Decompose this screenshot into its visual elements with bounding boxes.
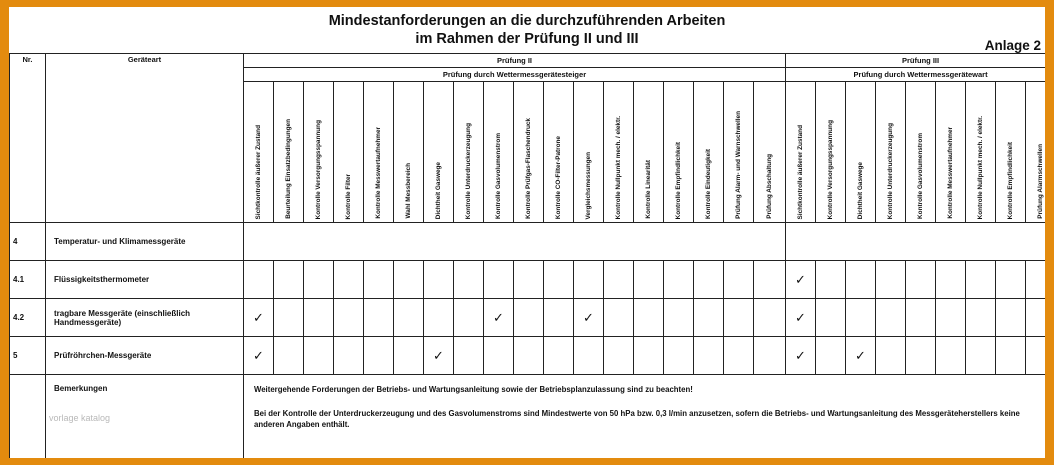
column-header-p2 <box>304 82 334 223</box>
check-cell <box>906 261 936 299</box>
check-cell <box>906 299 936 337</box>
check-cell <box>574 261 604 299</box>
check-cell <box>936 337 966 375</box>
check-cell <box>936 299 966 337</box>
column-header-p3 <box>966 82 996 223</box>
check-cell <box>364 299 394 337</box>
check-cell <box>694 261 724 299</box>
check-cell <box>484 299 514 337</box>
column-header-p2 <box>694 82 724 223</box>
column-header-label: Sichtkontrolle äußerer Zustand <box>797 124 804 219</box>
row-number: 4.2 <box>10 299 46 337</box>
check-cell <box>634 337 664 375</box>
column-header-p3 <box>996 82 1026 223</box>
check-cell <box>574 299 604 337</box>
check-cell <box>694 299 724 337</box>
requirements-table <box>9 53 1045 458</box>
column-header-label: Dichtheit Gaswege <box>857 161 864 219</box>
check-cell <box>334 337 364 375</box>
check-cell <box>786 337 816 375</box>
check-cell <box>694 337 724 375</box>
column-header-label: Prüfung Alarm- und Warnschwellen <box>735 111 742 219</box>
check-cell <box>544 261 574 299</box>
check-cell <box>514 299 544 337</box>
check-cell <box>604 261 634 299</box>
check-mark-icon: ✓ <box>433 347 444 363</box>
column-header-p3 <box>876 82 906 223</box>
check-cell <box>424 337 454 375</box>
table-row <box>10 337 1046 375</box>
check-cell <box>846 337 876 375</box>
check-cell <box>816 299 846 337</box>
check-cell <box>846 299 876 337</box>
check-cell <box>454 261 484 299</box>
column-header-label: Kontrolle Messwertaufnehmer <box>375 127 382 219</box>
row-number: 4.1 <box>10 261 46 299</box>
check-cell <box>304 299 334 337</box>
remark-2: Bei der Kontrolle der Unterdruckerzeugung und des Gasvolumenstroms sind Mindestwerte von 50 hPa bzw. 0,3 l/min anzusetzen, sofern die Betriebs- und Wartungsanleitung des Messgeräteherstellers keine anderen Angaben enthält. <box>254 409 1020 429</box>
header-pruefung-2-sub: Prüfung durch Wettermessgerätesteiger <box>244 68 786 82</box>
check-cell <box>996 337 1026 375</box>
check-mark-icon: ✓ <box>253 347 264 363</box>
column-header-p2 <box>604 82 634 223</box>
merged-cell-p3 <box>786 223 1046 261</box>
check-cell <box>454 337 484 375</box>
column-header-p2 <box>634 82 664 223</box>
check-cell <box>664 299 694 337</box>
check-cell <box>454 299 484 337</box>
check-mark-icon: ✓ <box>253 309 264 325</box>
row-label: tragbare Messgeräte (einschließlich Handmessgeräte) <box>46 299 244 337</box>
column-header-label: Dichtheit Gaswege <box>435 161 442 219</box>
check-mark-icon: ✓ <box>795 347 806 363</box>
column-header-p3 <box>906 82 936 223</box>
column-header-label: Kontrolle Empfindlichkeit <box>675 141 682 219</box>
check-cell <box>876 261 906 299</box>
column-header-label: Beurteilung Einsatzbedingungen <box>285 119 292 219</box>
check-cell <box>724 261 754 299</box>
anlage-label: Anlage 2 <box>984 38 1041 53</box>
check-cell <box>816 261 846 299</box>
check-cell <box>966 261 996 299</box>
row-label: Prüfröhrchen-Messgeräte <box>46 337 244 375</box>
watermark: vorlage katalog <box>49 413 111 423</box>
column-header-label: Kontrolle Unterdruckerzeugung <box>887 122 894 219</box>
column-header-p3 <box>816 82 846 223</box>
column-header-p2 <box>574 82 604 223</box>
remarks-text <box>244 375 1045 430</box>
check-cell <box>334 299 364 337</box>
check-cell <box>364 337 394 375</box>
column-header-label: Prüfung Abschaltung <box>766 154 773 219</box>
check-cell <box>754 337 786 375</box>
column-header-label: Kontrolle Messwertaufnehmer <box>947 127 954 219</box>
column-header-label: Kontrolle Gasvolumenstrom <box>917 133 924 219</box>
check-cell <box>544 299 574 337</box>
header-pruefung-3: Prüfung III <box>786 54 1046 68</box>
remarks-cell <box>244 375 1046 459</box>
row-label: Flüssigkeitsthermometer <box>46 261 244 299</box>
column-header-label: Kontrolle Eindeutigkeit <box>705 149 712 219</box>
check-cell <box>724 337 754 375</box>
check-cell <box>664 261 694 299</box>
check-cell <box>966 337 996 375</box>
check-cell <box>394 337 424 375</box>
check-cell <box>304 337 334 375</box>
column-header-label: Kontrolle Prüfgas-Flaschendruck <box>525 118 532 219</box>
check-cell <box>754 299 786 337</box>
check-cell <box>754 261 786 299</box>
check-cell <box>936 261 966 299</box>
check-mark-icon: ✓ <box>493 309 504 325</box>
column-header-p2 <box>544 82 574 223</box>
check-cell <box>664 337 694 375</box>
column-header-p2 <box>664 82 694 223</box>
remarks-label: Bemerkungen <box>46 375 244 459</box>
check-cell <box>876 299 906 337</box>
check-cell <box>786 261 816 299</box>
row-number: 4 <box>10 223 46 261</box>
check-cell <box>424 299 454 337</box>
check-cell <box>514 261 544 299</box>
check-cell <box>544 337 574 375</box>
check-cell <box>604 337 634 375</box>
check-cell <box>304 261 334 299</box>
check-mark-icon: ✓ <box>855 347 866 363</box>
check-cell <box>634 299 664 337</box>
check-cell <box>574 337 604 375</box>
column-header-label: Kontrolle Filter <box>345 173 352 219</box>
column-header-p2 <box>754 82 786 223</box>
document-subtitle: im Rahmen der Prüfung II und III <box>415 31 639 47</box>
check-cell <box>1026 337 1046 375</box>
table-row <box>10 299 1046 337</box>
check-cell <box>514 337 544 375</box>
check-cell <box>334 261 364 299</box>
column-header-p2 <box>334 82 364 223</box>
check-cell <box>604 299 634 337</box>
column-header-p2 <box>424 82 454 223</box>
check-cell <box>244 299 274 337</box>
check-cell <box>816 337 846 375</box>
header-geraeteart: Geräteart <box>46 54 244 223</box>
column-header-p2 <box>394 82 424 223</box>
remarks-number-cell <box>10 375 46 459</box>
check-cell <box>484 261 514 299</box>
column-header-p2 <box>724 82 754 223</box>
check-cell <box>274 261 304 299</box>
column-header-label: Wahl Messbereich <box>405 163 412 219</box>
column-header-label: Kontrolle Empfindlichkeit <box>1007 141 1014 219</box>
header-pruefung-3-sub: Prüfung durch Wettermessgerätewart <box>786 68 1046 82</box>
check-mark-icon: ✓ <box>583 309 594 325</box>
check-cell <box>1026 299 1046 337</box>
check-cell <box>996 261 1026 299</box>
column-header-label: Kontrolle Nullpunkt mech. / elektr. <box>615 115 622 219</box>
header-nr: Nr. <box>10 54 46 223</box>
check-cell <box>274 337 304 375</box>
check-cell <box>786 299 816 337</box>
check-cell <box>394 261 424 299</box>
check-cell <box>484 337 514 375</box>
column-header-p2 <box>514 82 544 223</box>
check-mark-icon: ✓ <box>795 309 806 325</box>
column-header-p3 <box>786 82 816 223</box>
check-cell <box>244 261 274 299</box>
column-header-p3 <box>846 82 876 223</box>
check-cell <box>634 261 664 299</box>
column-header-label: Kontrolle Gasvolumenstrom <box>495 133 502 219</box>
column-header-label: Kontrolle Versorgungsspannung <box>827 119 834 219</box>
column-header-p2 <box>244 82 274 223</box>
column-header-label: Vergleichsmessungen <box>585 151 592 219</box>
check-mark-icon: ✓ <box>795 271 806 287</box>
check-cell <box>876 337 906 375</box>
remarks-row <box>10 375 1046 459</box>
column-header-p2 <box>484 82 514 223</box>
column-header-label: Sichtkontrolle äußerer Zustand <box>255 124 262 219</box>
check-cell <box>846 261 876 299</box>
header-pruefung-2: Prüfung II <box>244 54 786 68</box>
check-cell <box>274 299 304 337</box>
check-cell <box>394 299 424 337</box>
check-cell <box>424 261 454 299</box>
column-header-label: Kontrolle Unterdruckerzeugung <box>465 122 472 219</box>
merged-cell-p2 <box>244 223 786 261</box>
column-header-p2 <box>274 82 304 223</box>
document-title: Mindestanforderungen an die durchzuführenden Arbeiten <box>328 13 726 29</box>
column-header-label: Kontrolle Linearität <box>645 160 652 219</box>
remark-1: Weitergehende Forderungen der Betriebs- und Wartungsanleitung sowie der Betriebsplanzulassung sind zu beachten! <box>254 385 693 394</box>
check-cell <box>906 337 936 375</box>
check-cell <box>1026 261 1046 299</box>
table-row <box>10 261 1046 299</box>
check-cell <box>724 299 754 337</box>
column-header-p3 <box>1026 82 1046 223</box>
row-label: Temperatur- und Klimamessgeräte <box>46 223 244 261</box>
check-cell <box>364 261 394 299</box>
column-header-label: Prüfung Alarmschwellen <box>1037 144 1045 219</box>
column-header-p3 <box>936 82 966 223</box>
document-sheet <box>9 7 1045 458</box>
row-number: 5 <box>10 337 46 375</box>
table-row <box>10 223 1046 261</box>
column-header-p2 <box>364 82 394 223</box>
column-header-label: Kontrolle Versorgungsspannung <box>315 119 322 219</box>
check-cell <box>996 299 1026 337</box>
column-header-label: Kontrolle Nullpunkt mech. / elektr. <box>977 115 984 219</box>
column-header-p2 <box>454 82 484 223</box>
check-cell <box>966 299 996 337</box>
column-header-label: Kontrolle CO-Filter-Patrone <box>555 135 562 219</box>
check-cell <box>244 337 274 375</box>
